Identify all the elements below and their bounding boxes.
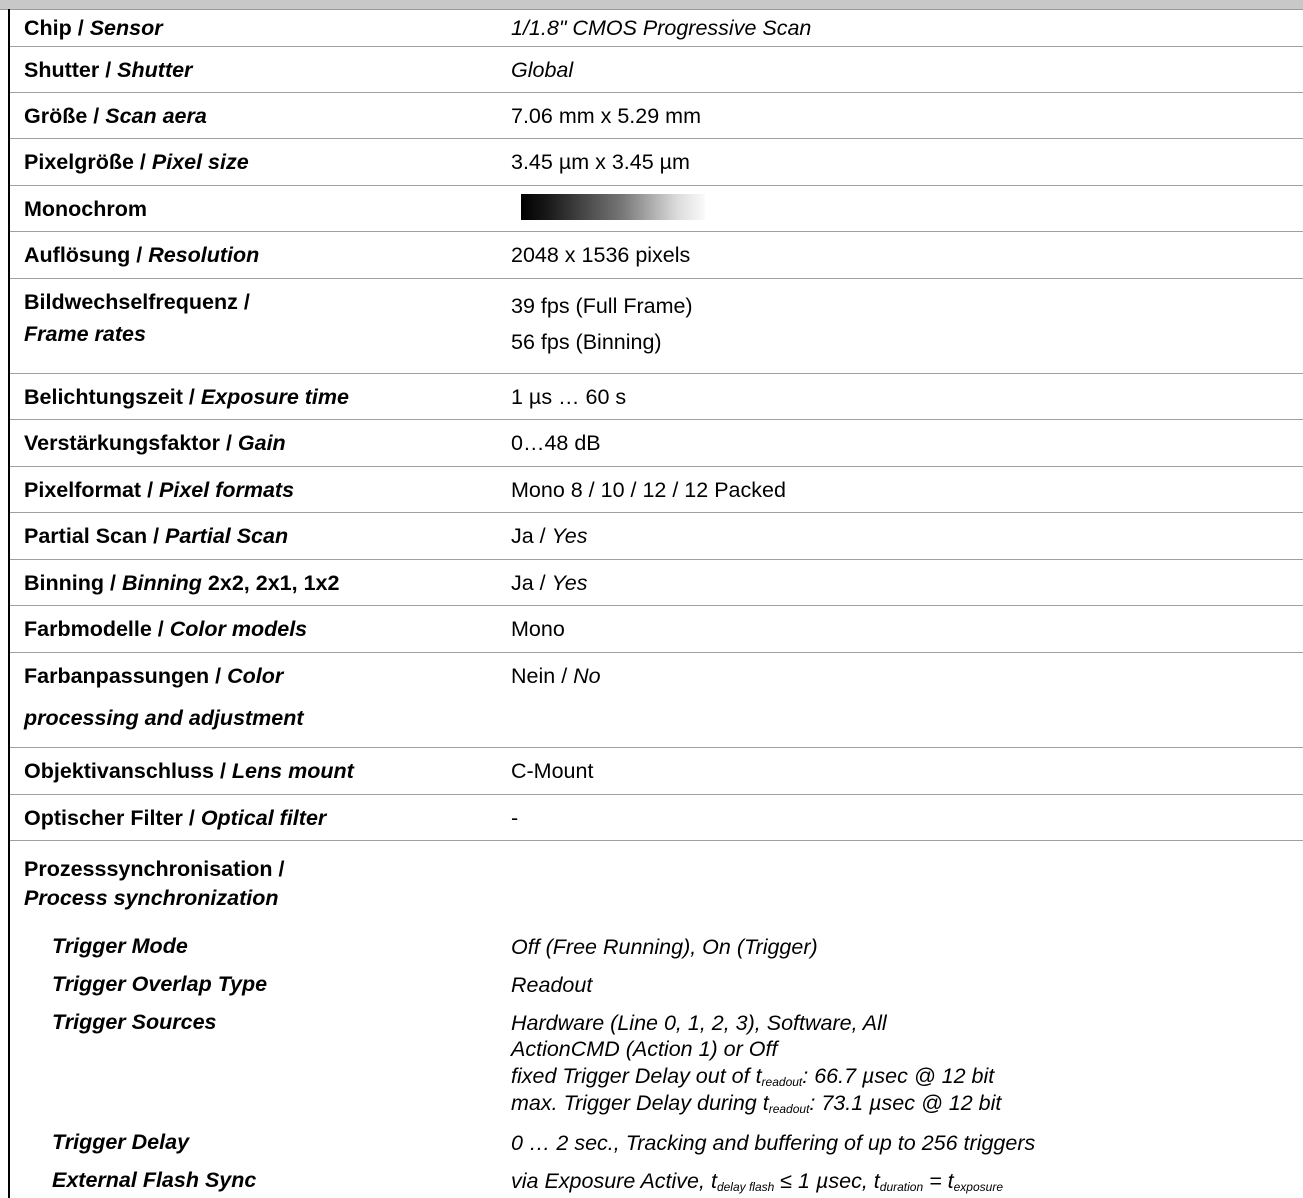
label-en: Pixel formats xyxy=(159,478,295,502)
spec-row-partial-scan xyxy=(10,513,1303,560)
trigger-delay-value: 0 … 2 sec., Tracking and buffering of up to 256 triggers xyxy=(511,1131,1036,1155)
spec-row-monochrom xyxy=(10,186,1303,232)
label-en: Optical filter xyxy=(200,806,327,830)
row-value: - xyxy=(511,806,519,830)
trigger-sources-line1: Hardware (Line 0, 1, 2, 3), Software, All xyxy=(511,1011,887,1035)
trigger-sources-line4 xyxy=(511,1091,1001,1115)
subscript: delay flash xyxy=(716,1180,775,1194)
sync-label-en: Process synchronization xyxy=(24,886,279,910)
spec-row-resolution xyxy=(10,232,1303,279)
spec-row-lens-mount xyxy=(10,748,1303,795)
row-label-en: Frame rates xyxy=(24,322,146,346)
sync-label-de: Prozesssynchronisation / xyxy=(24,857,285,881)
label-de: Größe / xyxy=(24,104,106,128)
row-value xyxy=(511,522,588,550)
row-label xyxy=(24,804,326,832)
row-label xyxy=(24,56,192,84)
label-en: Scan aera xyxy=(105,104,207,128)
row-label xyxy=(24,615,307,643)
label-de: Pixelgröße / xyxy=(24,150,152,174)
row-value: Mono 8 / 10 / 12 / 12 Packed xyxy=(511,478,786,502)
row-label xyxy=(24,569,339,597)
row-label xyxy=(24,522,288,550)
trigger-delay-label: Trigger Delay xyxy=(52,1130,190,1154)
row-label xyxy=(24,241,259,269)
label-de: Partial Scan / xyxy=(24,524,166,548)
label-suffix: 2x2, 2x1, 1x2 xyxy=(201,571,340,595)
trigger-sources-label: Trigger Sources xyxy=(52,1010,217,1034)
text: max. Trigger Delay during t xyxy=(511,1091,769,1115)
trigger-overlap-label: Trigger Overlap Type xyxy=(52,972,268,996)
label-en: Color xyxy=(227,664,284,688)
label-de: Verstärkungsfaktor / xyxy=(24,431,238,455)
spec-row-scan-area xyxy=(10,93,1303,139)
label-de: Farbmodelle / xyxy=(24,617,170,641)
label-en: Gain xyxy=(237,431,286,455)
row-value-line2: 56 fps (Binning) xyxy=(511,330,662,354)
label-en: Partial Scan xyxy=(165,524,289,548)
value-de: Ja / xyxy=(511,524,552,548)
row-label xyxy=(24,148,249,176)
grayscale-swatch xyxy=(521,194,705,220)
label-de: Shutter / xyxy=(24,58,118,82)
text: : 66.7 µsec @ 12 bit xyxy=(802,1064,995,1088)
value-en: Yes xyxy=(551,571,588,595)
spec-row-color-models xyxy=(10,606,1303,653)
process-sync-section xyxy=(10,841,1303,1198)
row-value: Mono xyxy=(511,617,565,641)
spec-row-binning xyxy=(10,560,1303,606)
label-en: Sensor xyxy=(89,16,163,40)
spec-row-exposure xyxy=(10,374,1303,420)
label-de: Farbanpassungen / xyxy=(24,664,228,688)
spec-row-optical-filter xyxy=(10,795,1303,841)
trigger-sources-line2: ActionCMD (Action 1) or Off xyxy=(511,1037,778,1061)
spec-table xyxy=(8,9,1303,1198)
subscript: readout xyxy=(768,1102,810,1116)
row-value: 1/1.8" CMOS Progressive Scan xyxy=(511,16,812,40)
row-label xyxy=(24,757,354,785)
label-en: Binning xyxy=(121,571,202,595)
row-value: Global xyxy=(511,58,574,82)
flash-sync-label: External Flash Sync xyxy=(52,1168,257,1192)
row-value-line1: 39 fps (Full Frame) xyxy=(511,294,693,318)
label-en: Color models xyxy=(169,617,308,641)
row-label xyxy=(24,14,163,42)
subscript: duration xyxy=(879,1180,924,1194)
value-en: No xyxy=(573,664,601,688)
row-value: C-Mount xyxy=(511,759,594,783)
row-label xyxy=(24,102,207,130)
label-de: Binning / xyxy=(24,571,122,595)
row-label xyxy=(24,429,286,457)
row-value: 7.06 mm x 5.29 mm xyxy=(511,104,701,128)
row-label: Bildwechselfrequenz / xyxy=(24,290,250,314)
row-label-line2: processing and adjustment xyxy=(24,706,304,730)
row-value: 3.45 µm x 3.45 µm xyxy=(511,150,690,174)
label-de: Auflösung / xyxy=(24,243,149,267)
spec-row-frame-rates xyxy=(10,279,1303,374)
value-en: Yes xyxy=(551,524,588,548)
text: fixed Trigger Delay out of t xyxy=(511,1064,762,1088)
row-value: 2048 x 1536 pixels xyxy=(511,243,691,267)
text: ≤ 1 µsec, t xyxy=(774,1169,880,1193)
value-de: Ja / xyxy=(511,571,552,595)
row-label: Monochrom xyxy=(24,197,148,221)
label-en: Resolution xyxy=(148,243,260,267)
spec-row-shutter xyxy=(10,47,1303,93)
subscript: exposure xyxy=(953,1180,1003,1194)
label-en: Exposure time xyxy=(200,385,349,409)
spec-row-sensor xyxy=(10,9,1303,47)
trigger-mode-value: Off (Free Running), On (Trigger) xyxy=(511,935,818,959)
spec-row-color-processing xyxy=(10,653,1303,748)
row-label xyxy=(24,383,349,411)
label-en: Lens mount xyxy=(231,759,354,783)
label-en: Pixel size xyxy=(151,150,249,174)
row-value xyxy=(511,662,601,690)
spec-row-pixel-size xyxy=(10,139,1303,186)
subscript: readout xyxy=(761,1075,803,1089)
label-de: Pixelformat / xyxy=(24,478,160,502)
row-label xyxy=(24,662,283,690)
label-de: Objektivanschluss / xyxy=(24,759,232,783)
value-de: Nein / xyxy=(511,664,574,688)
row-value: 1 µs … 60 s xyxy=(511,385,627,409)
trigger-mode-label: Trigger Mode xyxy=(52,934,188,958)
row-label xyxy=(24,476,294,504)
spec-row-gain xyxy=(10,420,1303,467)
text: via Exposure Active, t xyxy=(511,1169,717,1193)
label-de: Chip / xyxy=(24,16,90,40)
trigger-sources-line3 xyxy=(511,1064,994,1088)
label-en: Shutter xyxy=(117,58,193,82)
label-de: Belichtungszeit / xyxy=(24,385,201,409)
text: = t xyxy=(923,1169,954,1193)
flash-sync-value xyxy=(511,1169,1003,1193)
label-de: Optischer Filter / xyxy=(24,806,201,830)
trigger-overlap-value: Readout xyxy=(511,973,593,997)
row-value: 0…48 dB xyxy=(511,431,601,455)
text: : 73.1 µsec @ 12 bit xyxy=(809,1091,1002,1115)
row-value xyxy=(511,569,588,597)
spec-row-pixel-formats xyxy=(10,467,1303,513)
